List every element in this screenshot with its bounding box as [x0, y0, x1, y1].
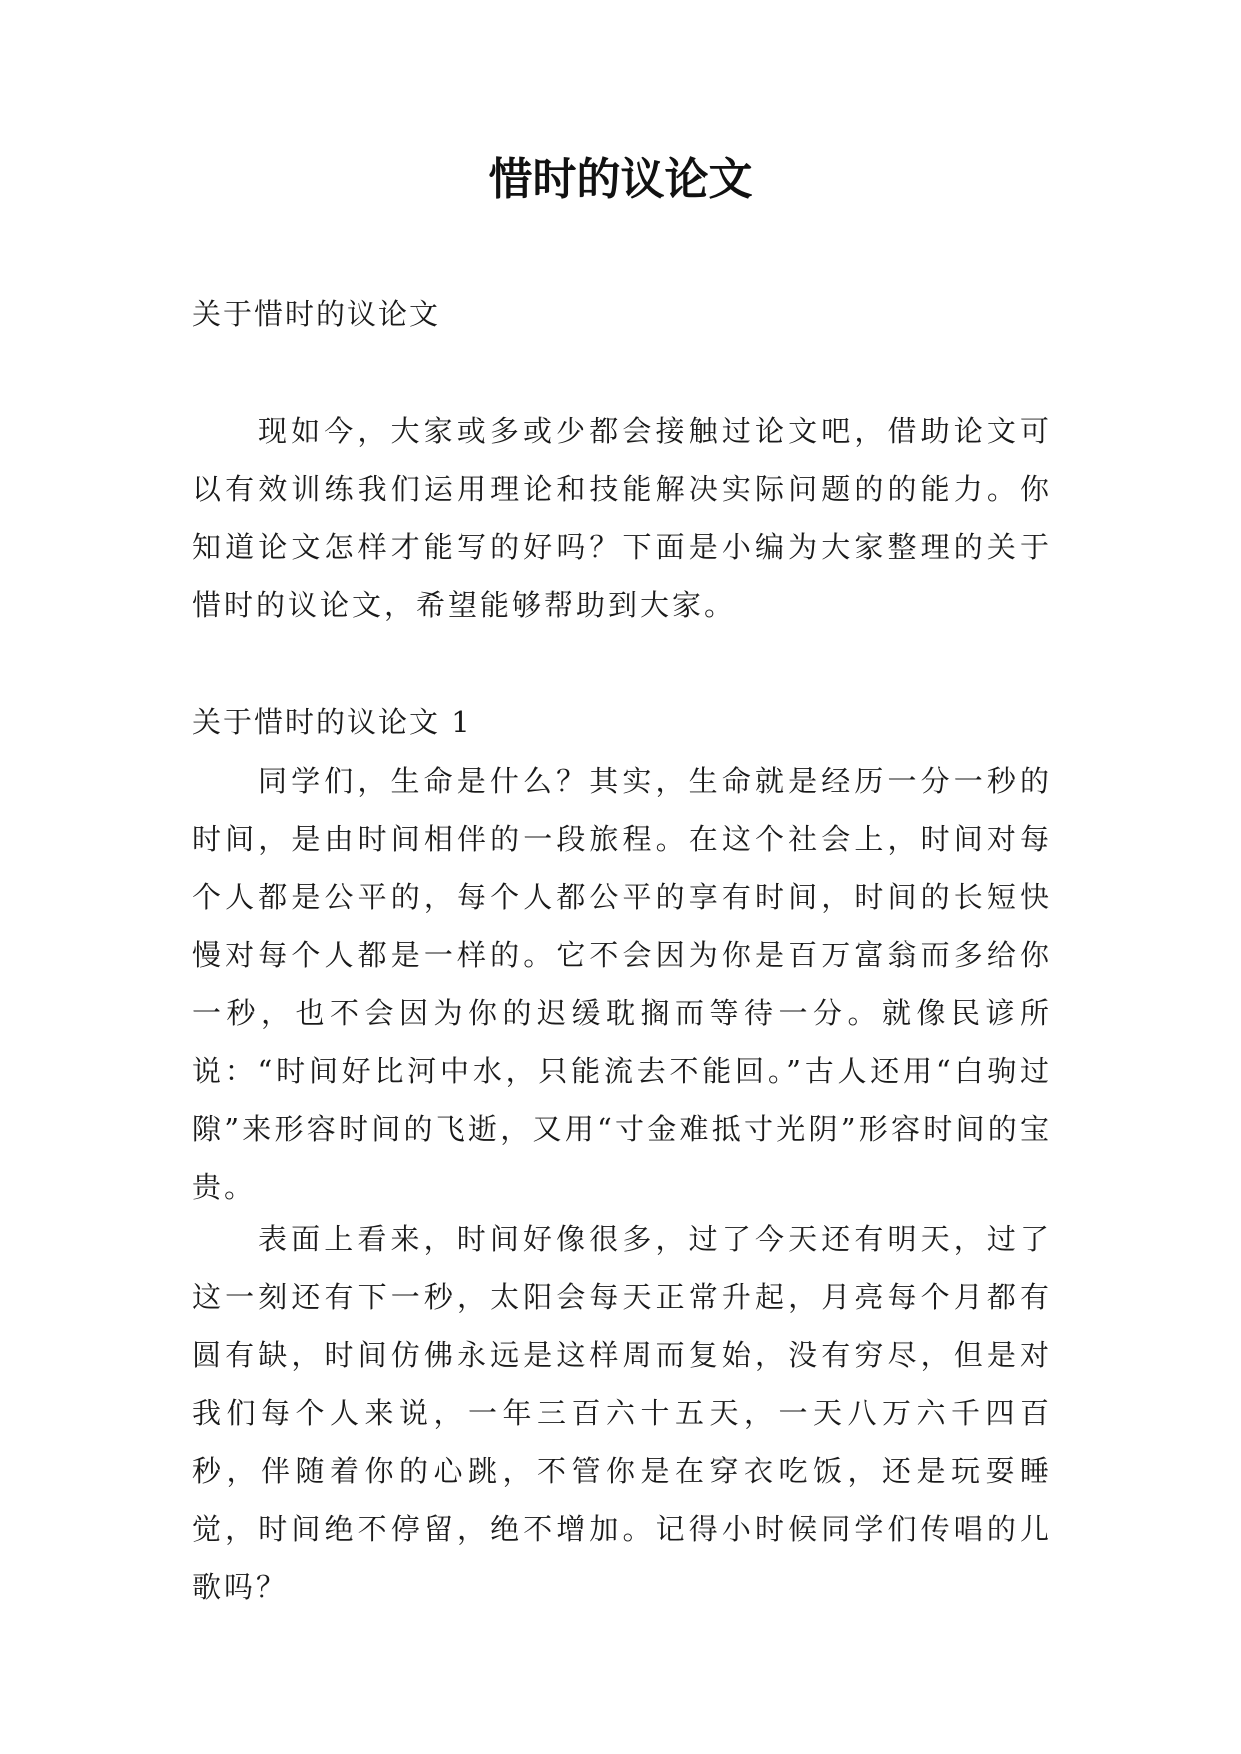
intro-paragraph: 现如今，大家或多或少都会接触过论文吧，借助论文可以有效训练我们运用理论和技能解决实际问题的的能力。你知道论文怎样才能写的好吗？下面是小编为大家整理的关于惜时的议论文，希望能够帮助到大家。 [192, 414, 1052, 622]
body-paragraph-1: 同学们，生命是什么？其实，生命就是经历一分一秒的时间，是由时间相伴的一段旅程。在这个社会上，时间对每个人都是公平的，每个人都公平的享有时间，时间的长短快慢对每个人都是一样的。它不会因为你是百万富翁而多给你一秒，也不会因为你的迟缓耽搁而等待一分。就像民谚所说：“时间好比河中水，只能流去不能回。”古人还用“白驹过隙”来形容时间的飞逝，又用“寸金难抵寸光阴”形容时间的宝贵。 [192, 764, 1052, 1204]
document-title: 惜时的议论文 [488, 154, 753, 205]
document-subtitle: 关于惜时的议论文 [192, 297, 441, 331]
body-paragraph-2: 表面上看来，时间好像很多，过了今天还有明天，过了这一刻还有下一秒，太阳会每天正常升起，月亮每个月都有圆有缺，时间仿佛永远是这样周而复始，没有穷尽，但是对我们每个人来说，一年三百六十五天，一天八万六千四百秒，伴随着你的心跳，不管你是在穿衣吃饭，还是玩耍睡觉，时间绝不停留，绝不增加。记得小时候同学们传唱的儿歌吗？ [192, 1222, 1052, 1604]
section-heading: 关于惜时的议论文 1 [192, 705, 472, 739]
